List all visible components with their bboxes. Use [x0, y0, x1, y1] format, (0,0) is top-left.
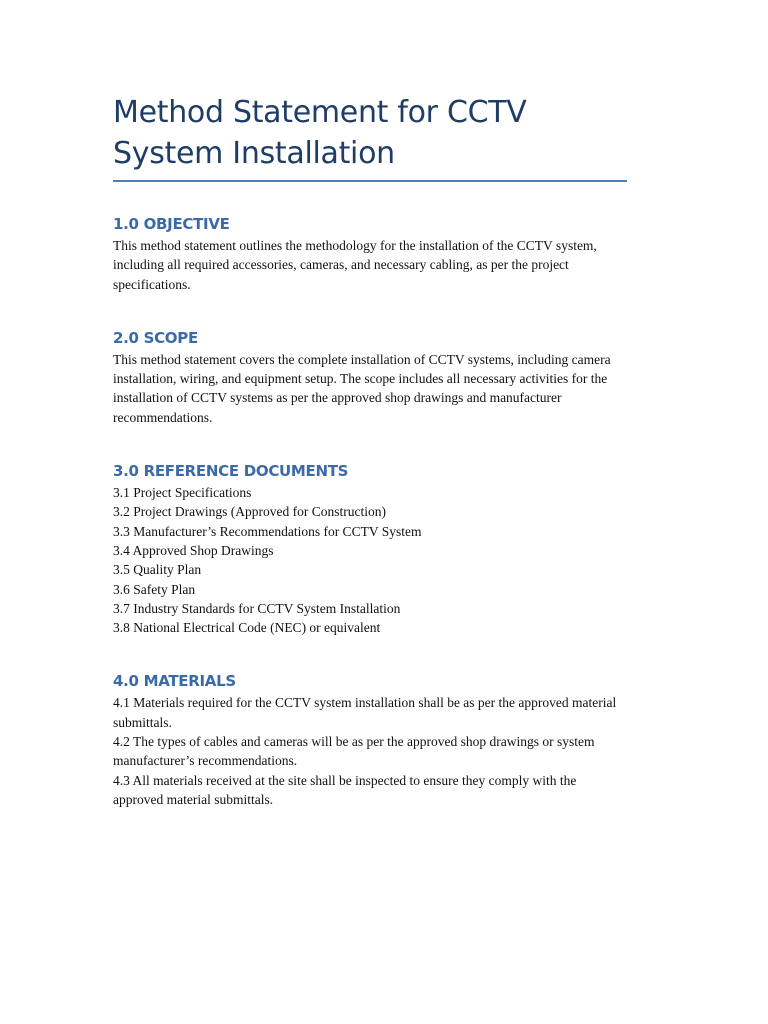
- document-page: [113, 92, 627, 809]
- document-title: Method Statement for CCTV System Installation: [113, 95, 527, 171]
- list-item: 3.7 Industry Standards for CCTV System Installation: [113, 600, 401, 616]
- section-heading: 4.0 MATERIALS: [113, 672, 236, 691]
- list-item: 4.1 Materials required for the CCTV system installation shall be as per the approved material submittals.: [113, 695, 617, 730]
- list-item: 3.5 Quality Plan: [113, 562, 202, 578]
- list-item: 3.3 Manufacturer’s Recommendations for CCTV System: [113, 523, 422, 539]
- materials-list: [113, 693, 627, 809]
- list-item: 4.2 The types of cables and cameras will be as per the approved shop drawings or system manufacturer’s recommendations.: [113, 734, 595, 769]
- section-scope: [113, 327, 627, 427]
- list-item: 3.4 Approved Shop Drawings: [113, 542, 274, 558]
- section-reference-documents: [113, 460, 627, 637]
- list-item: 3.8 National Electrical Code (NEC) or equivalent: [113, 620, 381, 636]
- section-heading: 3.0 REFERENCE DOCUMENTS: [113, 462, 349, 481]
- list-item: 3.2 Project Drawings (Approved for Construction): [113, 504, 386, 520]
- section-materials: [113, 670, 627, 809]
- section-heading: 1.0 OBJECTIVE: [113, 215, 230, 233]
- section-paragraph: This method statement covers the complete installation of CCTV systems, including camera installation, wiring, and equipment setup. The scope includes all necessary activities for the installation of CCTV systems as per the approved shop drawings and manufacturer recommendations.: [113, 351, 611, 425]
- section-objective: [113, 213, 627, 294]
- list-item: 3.1 Project Specifications: [113, 485, 252, 501]
- reference-list: [113, 483, 627, 637]
- list-item: 3.6 Safety Plan: [113, 581, 196, 597]
- title-divider: [113, 180, 627, 182]
- list-item: 4.3 All materials received at the site shall be inspected to ensure they comply with the approved material submittals.: [113, 772, 577, 807]
- section-paragraph: This method statement outlines the methodology for the installation of the CCTV system, including all required accessories, cameras, and necessary cabling, as per the project specifications.: [113, 238, 597, 292]
- section-heading: 2.0 SCOPE: [113, 328, 198, 347]
